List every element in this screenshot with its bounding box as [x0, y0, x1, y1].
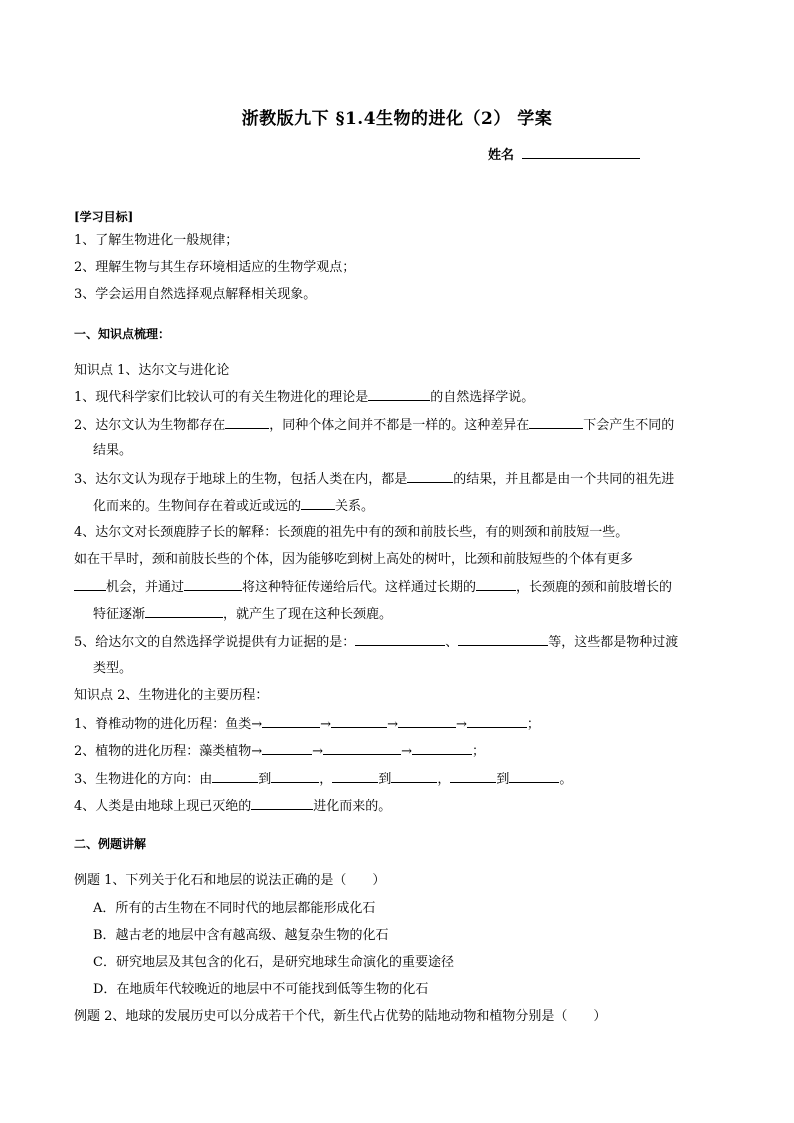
- answer-blank[interactable]: [262, 742, 312, 755]
- answer-blank[interactable]: [476, 578, 516, 591]
- answer-blank[interactable]: [355, 633, 445, 646]
- kp1-question-4-cont: 特征逐渐 ，就产生了现在这种长颈鹿。: [93, 607, 393, 622]
- answer-blank[interactable]: [331, 715, 387, 728]
- option-b[interactable]: B．越古老的地层中含有越高级、越复杂生物的化石: [93, 928, 389, 943]
- page-title: 浙教版九下 §1.4生物的进化（2） 学案: [241, 109, 553, 129]
- objective-item: 1、了解生物进化一般规律；: [74, 233, 239, 248]
- answer-blank[interactable]: [391, 770, 437, 783]
- answer-blank[interactable]: [225, 416, 269, 429]
- answer-blank[interactable]: [368, 388, 430, 401]
- knowledge-point-title: 知识点 1、达尔文与进化论: [74, 363, 230, 378]
- kp1-question-4-cont: 如在干旱时，颈和前肢长些的个体，因为能够吃到树上高处的树叶，比颈和前肢短些的个体有更多: [74, 552, 634, 567]
- answer-blank[interactable]: [407, 470, 453, 483]
- kp2-question-2: 2、植物的进化历程：藻类植物→ → → ；: [74, 744, 485, 759]
- answer-blank[interactable]: [212, 770, 258, 783]
- option-d[interactable]: D．在地质年代较晚近的地层中不可能找到低等生物的化石: [93, 982, 429, 997]
- answer-blank[interactable]: [74, 578, 106, 591]
- kp2-question-1: 1、脊椎动物的进化历程：鱼类→ → → → ；: [74, 717, 540, 732]
- answer-blank[interactable]: [145, 605, 223, 618]
- name-label: 姓名: [488, 148, 515, 163]
- example-question: 例题 2、地球的发展历史可以分成若干个代，新生代占优势的陆地动物和植物分别是（ ）: [74, 1009, 607, 1024]
- section-heading: 一、知识点梳理：: [74, 327, 171, 341]
- objective-item: 3、学会运用自然选择观点解释相关现象。: [74, 287, 317, 302]
- answer-blank[interactable]: [450, 770, 496, 783]
- kp2-question-4: 4、人类是由地球上现已灭绝的 进化而来的。: [74, 799, 392, 814]
- answer-blank[interactable]: [301, 497, 335, 510]
- answer-blank[interactable]: [184, 578, 242, 591]
- answer-blank[interactable]: [529, 416, 583, 429]
- name-blank[interactable]: [522, 146, 640, 159]
- kp1-question-3-cont: 化而来的。生物间存在着或近或远的 关系。: [93, 499, 375, 514]
- answer-blank[interactable]: [412, 742, 472, 755]
- knowledge-point-title: 知识点 2、生物进化的主要历程：: [74, 688, 269, 703]
- answer-blank[interactable]: [332, 770, 378, 783]
- objective-item: 2、理解生物与其生存环境相适应的生物学观点；: [74, 260, 356, 275]
- kp2-question-3: 3、生物进化的方向：由 到 ， 到 ， 到 。: [74, 772, 573, 787]
- name-field: [488, 144, 640, 163]
- option-c[interactable]: C．研究地层及其包含的化石，是研究地球生命演化的重要途径: [93, 955, 454, 970]
- kp1-question-5-cont: 类型。: [93, 661, 133, 676]
- answer-blank[interactable]: [509, 770, 559, 783]
- example-question: 例题 1、下列关于化石和地层的说法正确的是（ ）: [74, 873, 386, 888]
- answer-blank[interactable]: [467, 715, 527, 728]
- objectives-heading: [学习目标]: [74, 210, 134, 224]
- section-heading: 二、例题讲解: [74, 837, 147, 851]
- kp1-question-5: 5、给达尔文的自然选择学说提供有力证据的是： 、 等，这些都是物种过渡: [74, 635, 679, 650]
- kp1-question-4-cont: 机会，并通过 将这种特征传递给后代。这样通过长期的 ，长颈鹿的颈和前肢增长的: [74, 578, 672, 597]
- answer-blank[interactable]: [323, 742, 401, 755]
- kp1-question-1: 1、现代科学家们比较认可的有关生物进化的理论是 的自然选择学说。: [74, 390, 535, 405]
- kp1-question-3: 3、达尔文认为现存于地球上的生物，包括人类在内，都是 的结果，并且都是由一个共同的祖先进: [74, 472, 675, 487]
- answer-blank[interactable]: [251, 797, 313, 810]
- kp1-question-2-cont: 结果。: [93, 443, 133, 458]
- kp1-question-2: 2、达尔文认为生物都存在 ，同种个体之间并不都是一样的。这种差异在 下会产生不同的: [74, 418, 675, 433]
- kp1-question-4: 4、达尔文对长颈鹿脖子长的解释：长颈鹿的祖先中有的颈和前肢长些，有的则颈和前肢短一些。: [74, 525, 629, 540]
- option-a[interactable]: A．所有的古生物在不同时代的地层都能形成化石: [93, 901, 376, 916]
- answer-blank[interactable]: [398, 715, 456, 728]
- answer-blank[interactable]: [458, 633, 548, 646]
- answer-blank[interactable]: [262, 715, 320, 728]
- answer-blank[interactable]: [271, 770, 319, 783]
